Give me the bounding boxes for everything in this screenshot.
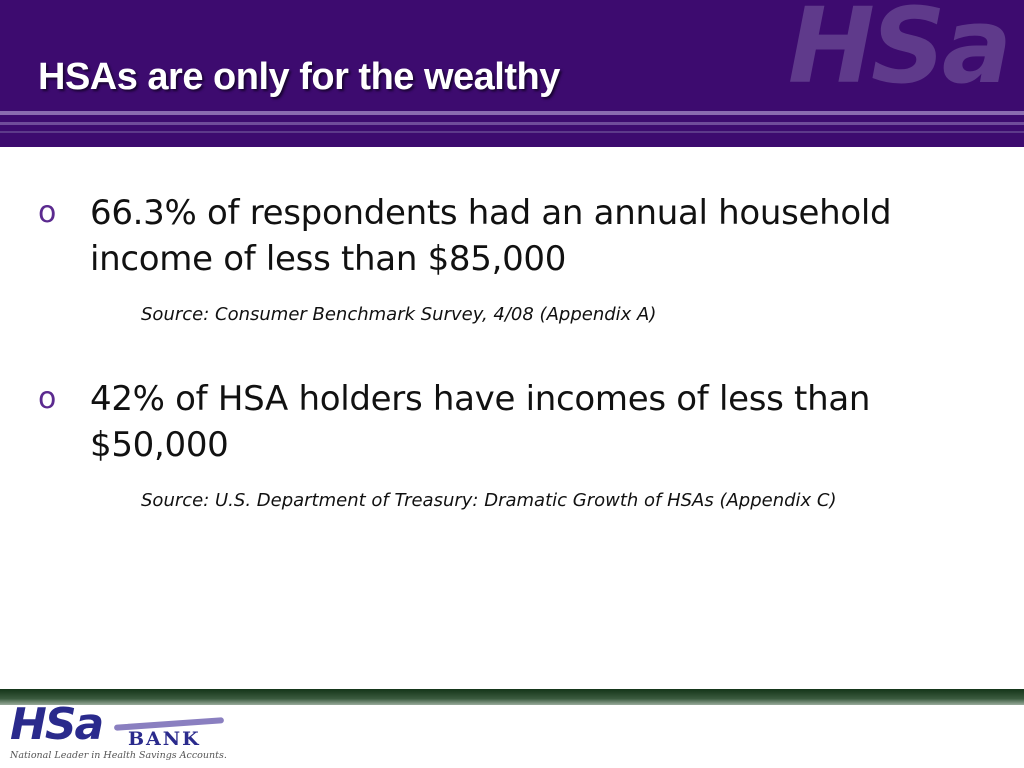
hsa-bank-logo (6, 699, 242, 765)
bullet-marker-icon: o (38, 381, 57, 416)
logo-bank-text: BANK (128, 728, 201, 750)
source-citation: Source: U.S. Department of Treasury: Dramatic Growth of HSAs (Appendix C) (141, 490, 837, 511)
header-stripe (0, 111, 1024, 115)
bullet-item (38, 376, 958, 468)
logo-tagline: National Leader in Health Savings Accounts. (10, 750, 227, 761)
bullet-item (38, 190, 958, 282)
header-stripe (0, 122, 1024, 125)
bullet-text: 66.3% of respondents had an annual household income of less than $85,000 (90, 193, 892, 279)
header-banner (0, 0, 1024, 147)
slide-title: HSAs are only for the wealthy (38, 56, 560, 98)
source-citation: Source: Consumer Benchmark Survey, 4/08 (Appendix A) (141, 304, 657, 325)
bullet-text: 42% of HSA holders have incomes of less than $50,000 (90, 379, 871, 465)
footer-divider (0, 689, 1024, 705)
hsa-watermark-logo: HSa (787, 0, 1008, 107)
header-stripe (0, 131, 1024, 133)
bullet-marker-icon: o (38, 195, 57, 230)
logo-hsa-text: HSa (10, 699, 103, 750)
